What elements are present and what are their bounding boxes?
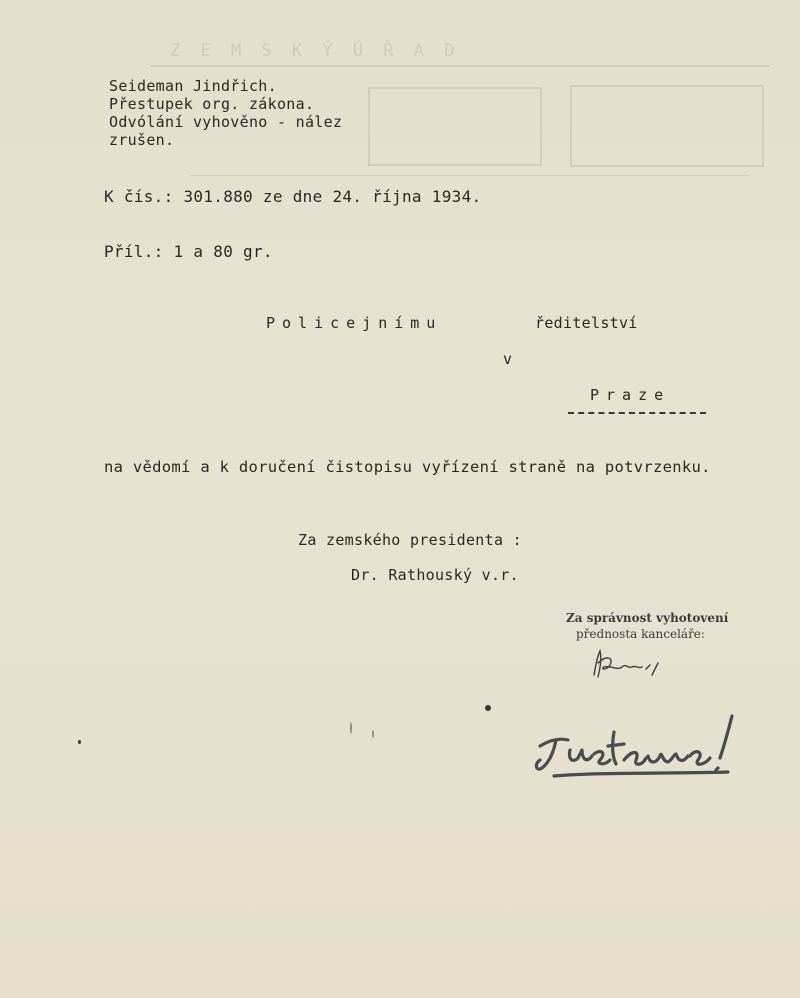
body-text: na vědomí a k doručení čistopisu vyřízení straně na potvrzenku. (104, 458, 711, 476)
bleed-through-marks: Z E M S K Ý Ú Ř A D (150, 35, 770, 185)
ink-speck (350, 722, 352, 734)
ink-speck (372, 730, 374, 738)
header-decision-cont: zrušen. (109, 131, 175, 149)
closing-line: Za zemského presidenta : (298, 531, 522, 549)
stamp-line-1: Za správnost vyhotovení (566, 611, 729, 625)
reference-line: K čís.: 301.880 ze dne 24. října 1934. (104, 187, 482, 206)
attachment-line: Příl.: 1 a 80 gr. (104, 242, 273, 261)
recipient-preposition: v (503, 350, 513, 368)
header-name: Seideman Jindřich. (109, 77, 277, 95)
recipient-directorate: ředitelství (535, 314, 638, 332)
header-offense: Přestupek org. zákona. (109, 95, 315, 113)
initials-signature (588, 645, 668, 685)
recipient-police: Policejnímu (266, 314, 443, 332)
stamp-line-2: přednosta kanceláře: (576, 627, 705, 641)
header-decision: Odvólání vyhověno - nález (109, 113, 343, 131)
handwritten-signature (532, 710, 762, 790)
ink-speck (78, 740, 81, 744)
city-underline (568, 412, 706, 414)
closing-signatory: Dr. Rathouský v.r. (351, 566, 519, 584)
ink-speck (485, 705, 491, 711)
recipient-city: Praze (590, 386, 671, 404)
